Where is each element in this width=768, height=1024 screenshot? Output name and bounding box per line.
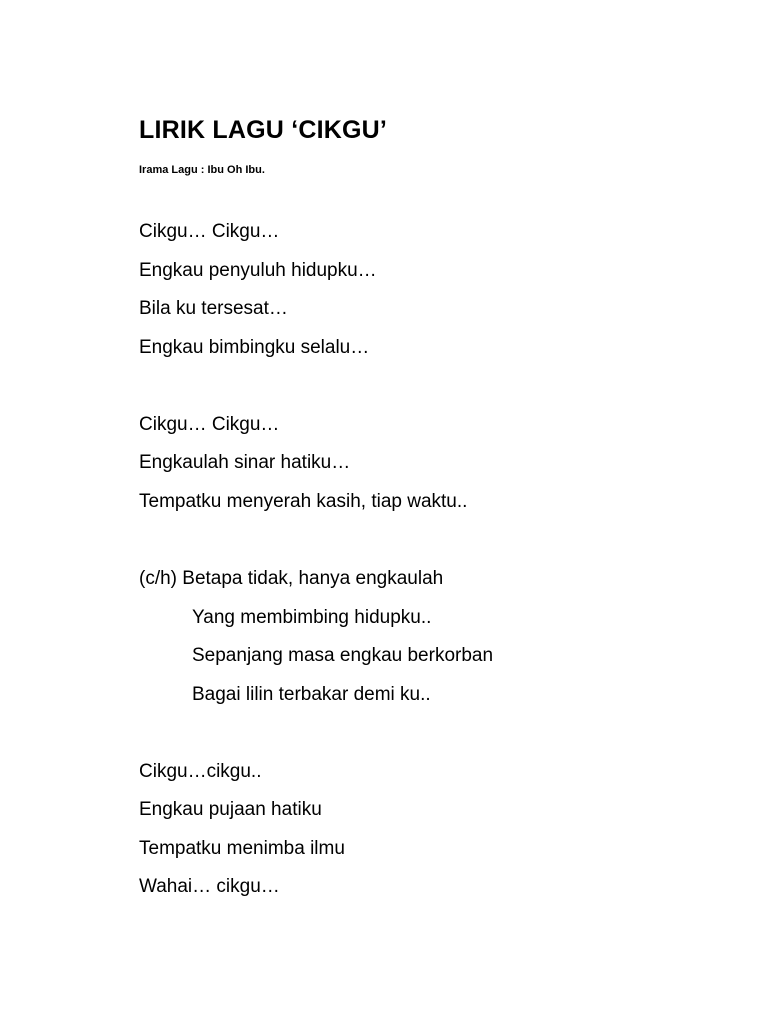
chorus-line-2: Yang membimbing hidupku..: [192, 607, 432, 628]
verse1-line-4: Engkau bimbingku selalu…: [139, 337, 370, 358]
verse1-line-1: Cikgu… Cikgu…: [139, 221, 280, 242]
verse3-line-2: Engkau pujaan hatiku: [139, 799, 322, 820]
verse1-line-2: Engkau penyuluh hidupku…: [139, 260, 377, 281]
chorus-line-4: Bagai lilin terbakar demi ku..: [192, 684, 431, 705]
chorus-line-1: (c/h) Betapa tidak, hanya engkaulah: [139, 568, 444, 589]
verse3-line-1: Cikgu…cikgu..: [139, 761, 262, 782]
verse2-line-3: Tempatku menyerah kasih, tiap waktu..: [139, 491, 468, 512]
song-melody-note: Irama Lagu : Ibu Oh Ibu.: [139, 164, 265, 176]
verse2-line-1: Cikgu… Cikgu…: [139, 414, 280, 435]
page-title: LIRIK LAGU ‘CIKGU’: [139, 116, 388, 144]
verse3-line-3: Tempatku menimba ilmu: [139, 838, 345, 859]
verse3-line-4: Wahai… cikgu…: [139, 876, 280, 897]
verse1-line-3: Bila ku tersesat…: [139, 298, 288, 319]
verse2-line-2: Engkaulah sinar hatiku…: [139, 452, 351, 473]
chorus-line-3: Sepanjang masa engkau berkorban: [192, 645, 494, 666]
